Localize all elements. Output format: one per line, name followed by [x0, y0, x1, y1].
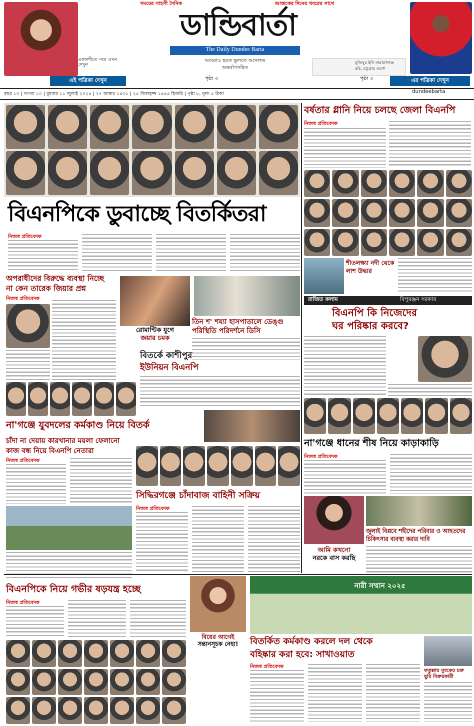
chanda-headline[interactable]: চাঁদা না দেয়ায় কারখানার ময়লা ফেলানো: [6, 437, 120, 445]
chanda-body: [6, 464, 66, 504]
romantic-photo: [120, 276, 190, 326]
portrait: [132, 105, 171, 149]
right-top-headline[interactable]: বর্ষতার গ্লানি নিয়ে চলছে জেলা বিএনপি: [304, 105, 456, 116]
portrait: [116, 382, 136, 416]
july-headline[interactable]: জুলাই বিপ্লবে শহীদের পরিবার ও আহতদের: [366, 529, 466, 535]
right-photo-grid-2: [304, 398, 472, 434]
portrait: [136, 446, 158, 486]
portrait: [6, 382, 26, 416]
portrait: [304, 170, 330, 197]
mother-photo: [304, 496, 364, 544]
romantic-headline-2[interactable]: জয়ার চমক: [140, 334, 170, 342]
portrait: [278, 446, 300, 486]
portrait: [389, 199, 415, 226]
romantic-headline[interactable]: রোমান্টিক যুগে: [136, 326, 174, 334]
portrait: [84, 697, 108, 724]
portrait: [304, 229, 330, 256]
chanda-byline: নিজস্ব প্রতিবেদক: [6, 458, 40, 464]
portrait: [48, 151, 87, 195]
chanda-body-2: [70, 458, 132, 504]
masthead-left-photo: [4, 2, 78, 76]
controversial-body-1: [250, 670, 304, 722]
lead-headline[interactable]: বিএনপিকে ডুবাচ্ছে বিতর্কিতরা: [8, 202, 266, 227]
portrait: [136, 669, 160, 696]
portrait: [162, 640, 186, 667]
marriage-headline[interactable]: বিয়ের আগেই: [201, 634, 235, 641]
hospital-headline-2[interactable]: পরিস্থিতি পরিদর্শনে ডিসি: [192, 327, 261, 335]
dhaner-body-2: [390, 454, 472, 494]
portrait: [361, 170, 387, 197]
dhaner-headline[interactable]: না'গঞ্জে ধানের শীষ নিয়ে কাড়াকাড়ি: [304, 438, 439, 449]
marriage-headline-2[interactable]: সন্তানসূচক নেহা!: [197, 641, 239, 648]
portrait: [207, 446, 229, 486]
column-headline[interactable]: বিএনপি কি নিজেদের: [332, 308, 418, 319]
portrait: [162, 669, 186, 696]
portrait: [361, 199, 387, 226]
portrait: [32, 640, 56, 667]
flood-photo: [6, 506, 132, 550]
portrait: [6, 105, 45, 149]
portrait: [255, 446, 277, 486]
portrait: [446, 199, 472, 226]
hospital-photo: [194, 276, 300, 316]
portrait: [58, 640, 82, 667]
siddhirganj-body-2: [192, 506, 244, 572]
accused-body-1: [52, 300, 116, 380]
left-portrait-grid: [6, 382, 136, 416]
portrait: [328, 398, 350, 434]
portrait: [162, 697, 186, 724]
portrait: [6, 669, 30, 696]
portrait: [361, 229, 387, 256]
portrait: [377, 398, 399, 434]
lead-photo-row-2: [6, 151, 298, 195]
accused-byline: নিজস্ব প্রতিবেদক: [6, 296, 40, 302]
portrait: [332, 199, 358, 226]
portrait: [332, 170, 358, 197]
portrait: [401, 398, 423, 434]
july-headline-2[interactable]: চিকিৎসার ব্যবস্থা করার দাবি: [366, 537, 430, 543]
column-author: বিপুরঞ্জন সরকার: [400, 297, 437, 303]
portrait: [110, 640, 134, 667]
portrait: [6, 151, 45, 195]
july-body: [366, 546, 472, 574]
lead-photo-row-1: [6, 105, 298, 149]
masthead-tagline-right: আজকের দিনের খবরের সাথে: [275, 1, 335, 7]
dhaner-body-1: [304, 460, 386, 494]
masthead-left-badge[interactable]: এই পত্রিকা দেখুন: [50, 76, 126, 86]
right-top-byline: নিজস্ব প্রতিবেদক: [304, 121, 338, 127]
kashipur-headline[interactable]: বিতর্কে কাশীপুর: [140, 351, 193, 361]
portrait: [259, 105, 298, 149]
portrait: [417, 199, 443, 226]
column-label: রাজিত কলাম: [308, 297, 338, 303]
controversial-headline-2[interactable]: বহিষ্কার করা হবে: সাখাওয়াত: [250, 650, 355, 660]
jubodal-headline[interactable]: না'গঞ্জে যুবদলের কর্মকাণ্ড নিয়ে বিতর্ক: [6, 420, 150, 431]
portrait: [90, 105, 129, 149]
portrait: [110, 697, 134, 724]
column-body-1: [304, 336, 386, 396]
right-top-body-1: [304, 128, 386, 168]
kashipur-headline-2[interactable]: ইউনিয়ন বিএনপি: [140, 363, 199, 373]
portrait: [132, 151, 171, 195]
controversial-body-2: [308, 664, 362, 722]
right-top-body-2: [389, 121, 471, 168]
lead-body-col-3: [156, 234, 226, 272]
portrait: [175, 151, 214, 195]
portrait: [425, 398, 447, 434]
siddhirganj-headline[interactable]: সিদ্ধিরগঞ্জে চাঁদাবাজ বাহিনী সক্রিয়: [136, 491, 260, 501]
controversial-body-3: [366, 664, 420, 722]
masthead-title: ডান্ডিবার্তা: [180, 8, 296, 43]
portrait: [217, 151, 256, 195]
portrait: [136, 697, 160, 724]
column-rule: [301, 103, 302, 573]
portrait: [389, 170, 415, 197]
masthead-subtitle-bar: The Daily Dundee Barta: [170, 46, 300, 55]
column-body-2: [388, 384, 472, 396]
portrait: [32, 697, 56, 724]
marriage-photo: [190, 576, 246, 632]
siddhirganj-body-3: [248, 506, 300, 572]
bottom-portrait-grid: [6, 640, 186, 724]
portrait: [50, 382, 70, 416]
portrait: [450, 398, 472, 434]
portrait: [110, 669, 134, 696]
masthead: [0, 0, 474, 92]
portrait: [446, 170, 472, 197]
portrait: [160, 446, 182, 486]
jubodal-photo: [204, 410, 300, 442]
controversial-headline[interactable]: বিতর্কিত কর্মকাণ্ড করলে দল থেকে: [250, 637, 373, 647]
portrait: [175, 105, 214, 149]
chanda-headline-2[interactable]: কাজ বন্ধ নিয়ে বিএনপি নেতারা: [6, 447, 94, 455]
masthead-slogan: আমরাও হয়ত ভুলতে আসলাম: [204, 58, 266, 64]
accused-photo: [6, 304, 50, 348]
column-headline-2[interactable]: ঘর পরিষ্কার করবে?: [332, 321, 409, 332]
event-banner: নারী সম্মান ২০২৫: [354, 582, 406, 590]
column-author-photo: [418, 336, 472, 382]
row-rule: [4, 574, 472, 575]
portrait: [94, 382, 114, 416]
siddhirganj-body-1: [136, 512, 188, 572]
portrait: [6, 697, 30, 724]
portrait: [304, 398, 326, 434]
portrait: [332, 229, 358, 256]
portrait: [217, 105, 256, 149]
dhaner-byline: নিজস্ব প্রতিবেদক: [304, 454, 338, 460]
portrait: [417, 229, 443, 256]
conspiracy-body-1: [6, 606, 64, 638]
masthead-slogan2: অন্তর্বাণসহিত: [221, 65, 249, 71]
portrait: [90, 151, 129, 195]
masthead-tagline-left: সময়ের সাহসী দৈনিক: [140, 1, 182, 7]
river-photo: [304, 258, 344, 294]
portrait: [183, 446, 205, 486]
portrait: [353, 398, 375, 434]
lead-body-col-2: [82, 234, 152, 272]
portrait: [58, 697, 82, 724]
hospital-headline[interactable]: তিন শ' শয্যা হাসপাতালে ডেঙ্গু: [192, 318, 284, 326]
lead-body-col-4: [230, 234, 300, 272]
conspiracy-body-3: [130, 600, 186, 638]
masthead-page-left: পৃষ্ঠা ৩: [205, 76, 218, 82]
portrait: [417, 170, 443, 197]
site-handle[interactable]: dundeebarta: [412, 89, 446, 95]
masthead-right-promo-text-2: রচি, চট্টগ্রাম গুণো: [355, 66, 386, 71]
dateline: বছর ১৩ | সংখ্যা ১০ | বুধবার ১১ জুলাই ২০২৪ | ২৭ আষাঢ় ১৪৩১ | ২৫ জিলহজ্জ ১৪৪৫ হিজরি | পৃষ্ঠা ৮, মূল্য ৫ টাকা: [4, 92, 224, 97]
portrait: [32, 669, 56, 696]
lead-byline: নিজস্ব প্রতিবেদক: [8, 234, 42, 240]
masthead-left-promo: একাদশীতে পাত্র এখন দেখুন: [78, 58, 117, 68]
portrait: [136, 640, 160, 667]
right-photo-grid: [304, 170, 472, 256]
masthead-right-promo-text-1: মুজিবুর ইনি নারায়ণগঞ্জ: [355, 60, 394, 65]
accused-body-2: [6, 350, 50, 380]
portrait: [84, 640, 108, 667]
july-photo: [366, 496, 472, 526]
conspiracy-headline[interactable]: বিএনপিকে নিয়ে গভীর ষড়যন্ত্র হচ্ছে: [6, 584, 141, 595]
mother-headline[interactable]: আমি কখনো: [317, 546, 351, 554]
portrait: [58, 669, 82, 696]
masthead-right-badge[interactable]: এর পত্রিকা দেখুন: [390, 76, 470, 86]
portrait: [259, 151, 298, 195]
accused-headline-2[interactable]: না কেন তারেক জিয়ার প্রশ্ন: [6, 284, 86, 293]
river-headline-2[interactable]: লাশ উদ্ধার: [346, 268, 372, 275]
portrait: [389, 229, 415, 256]
mother-headline-2[interactable]: নরকে বাস করছি: [312, 554, 356, 562]
portrait: [72, 382, 92, 416]
portrait: [304, 199, 330, 226]
portrait: [84, 669, 108, 696]
portrait: [6, 640, 30, 667]
portrait: [446, 229, 472, 256]
lead-body-col-1: [8, 240, 78, 272]
conspiracy-byline: নিজস্ব প্রতিবেদক: [6, 600, 40, 606]
conspiracy-body-2: [68, 600, 126, 638]
controversial-byline: নিজস্ব প্রতিবেদক: [250, 664, 284, 670]
middle-portrait-grid: [136, 446, 300, 486]
river-body: [398, 258, 472, 294]
bottom-right-headline-2[interactable]: ছুরি বিক্রয়কারী: [424, 674, 454, 680]
kashipur-body: [140, 376, 300, 406]
bottom-right-body: [424, 682, 472, 722]
masthead-right-photo: [410, 2, 472, 74]
masthead-page-right: পৃষ্ঠা ৩: [360, 76, 373, 82]
portrait: [28, 382, 48, 416]
bottom-right-photo: [424, 636, 472, 666]
accused-headline[interactable]: অপরাধীদের বিরুদ্ধে ব্যবস্থা নিচ্ছে: [6, 274, 105, 283]
siddhirganj-byline: নিজস্ব প্রতিবেদক: [136, 506, 170, 512]
bottom-right-headline[interactable]: ফতুল্লায় যুবকের চক্র: [424, 668, 464, 674]
portrait: [231, 446, 253, 486]
river-headline[interactable]: শীতলক্ষ্যা নদী থেকে: [346, 260, 395, 267]
portrait: [48, 105, 87, 149]
